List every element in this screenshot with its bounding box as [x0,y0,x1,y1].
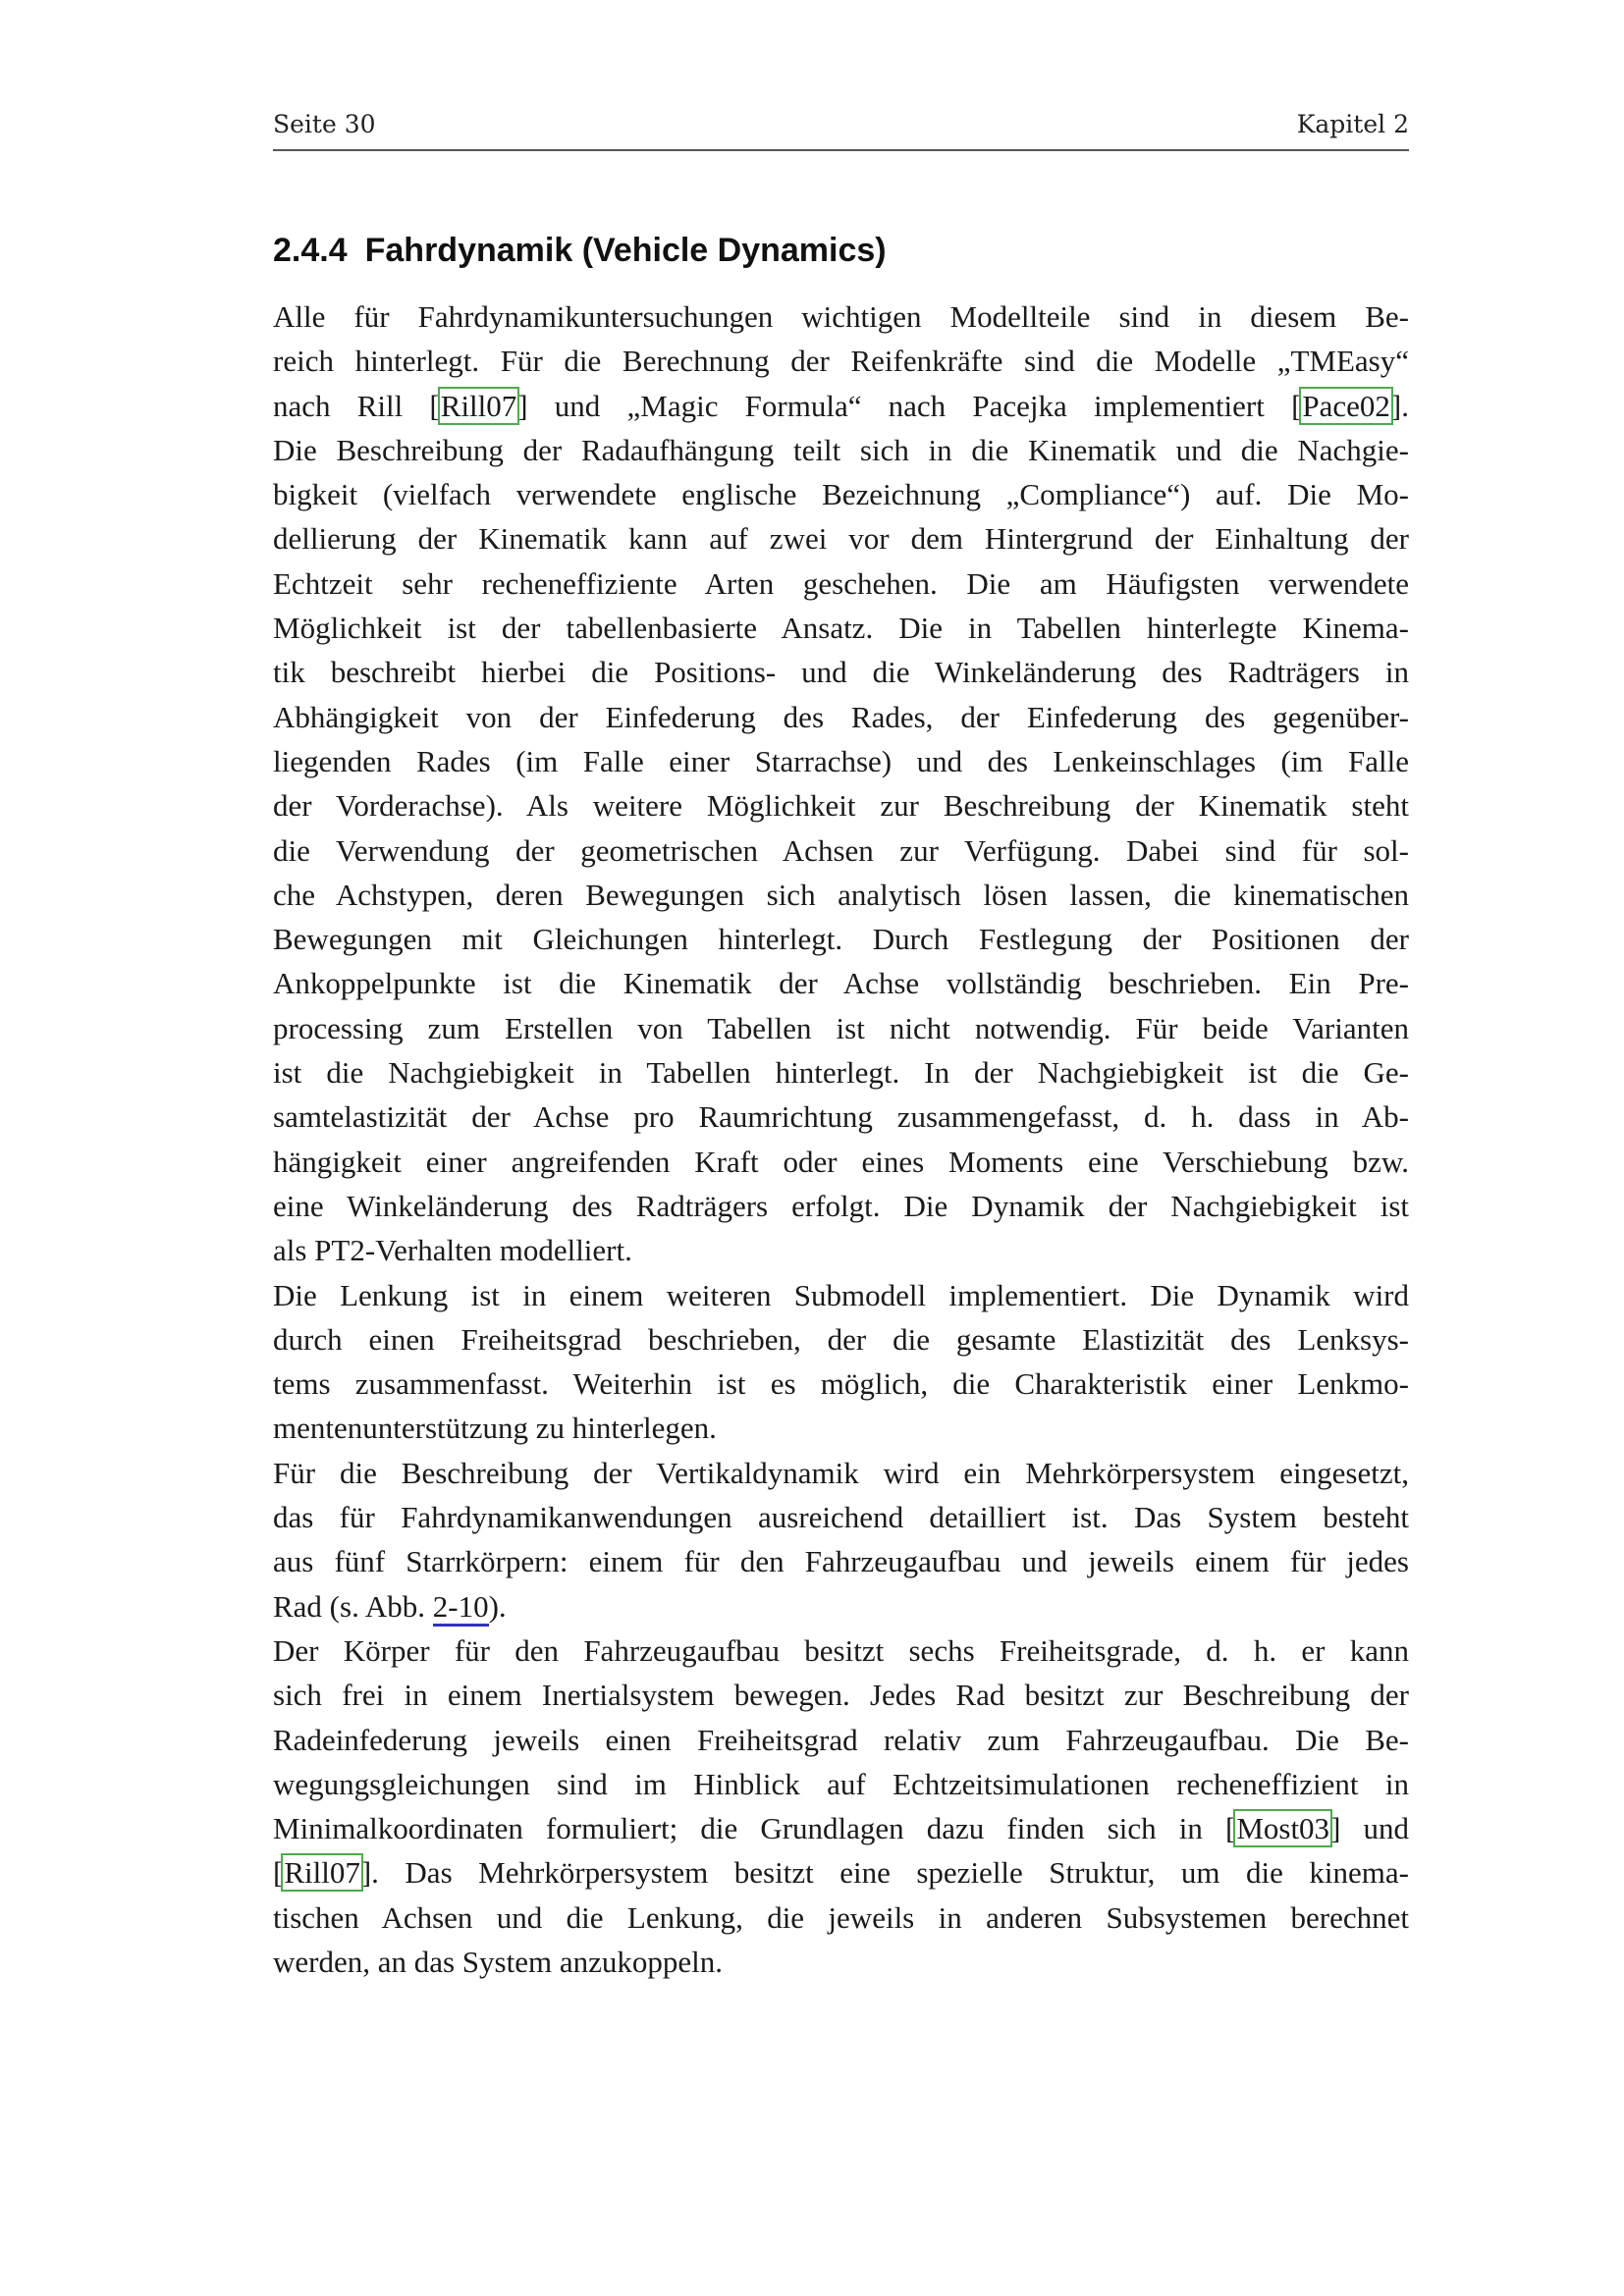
text-line: aus fünf Starrkörpern: einem für den Fahrzeugaufbau und jeweils einem für jedes [273,1544,1409,1579]
text-line: Radeinfederung jeweils einen Freiheitsgrad relativ zum Fahrzeugaufbau. Die Be- [273,1722,1409,1757]
running-header [273,110,1409,151]
section-number: 2.4.4 [273,232,348,269]
text-line: [Rill07]. Das Mehrkörpersystem besitzt eine spezielle Struktur, um die kinema- [273,1855,1409,1891]
text-line: Die Beschreibung der Radaufhängung teilt sich in die Kinematik und die Nachgie- [273,432,1409,467]
text-line: Minimalkoordinaten formuliert; die Grundlagen dazu finden sich in [Most03] und [273,1811,1409,1846]
citation-link-most03[interactable]: Most03 [1236,1811,1330,1846]
text-line: Der Körper für den Fahrzeugaufbau besitzt sechs Freiheitsgrade, d. h. er kann [273,1632,1409,1668]
page-number: Seite 30 [273,110,376,138]
body-text [273,294,1409,1984]
text-line: sich frei in einem Inertialsystem bewegen. Jedes Rad besitzt zur Beschreibung der [273,1678,1409,1713]
text-line: wegungsgleichungen sind im Hinblick auf Echtzeitsimulationen recheneffizient in [273,1766,1409,1801]
text-line: bigkeit (vielfach verwendete englische Bezeichnung „Compliance“) auf. Die Mo- [273,477,1409,512]
text-line: tik beschreibt hierbei die Positions- und die Winkeländerung des Radträgers in [273,655,1409,690]
figure-ref-link[interactable]: 2-10 [433,1589,489,1627]
text-line: der Vorderachse). Als weitere Möglichkeit zur Beschreibung der Kinematik steht [273,788,1409,824]
text-line: Ankoppelpunkte ist die Kinematik der Achse vollständig beschrieben. Ein Pre- [273,966,1409,1001]
text-line: Echtzeit sehr recheneffiziente Arten geschehen. Die am Häufigsten verwendete [273,565,1409,601]
text-line: che Achstypen, deren Bewegungen sich analytisch lösen lassen, die kinematischen [273,877,1409,912]
text-line: ist die Nachgiebigkeit in Tabellen hinterlegt. In der Nachgiebigkeit ist die Ge- [273,1055,1409,1091]
text-line: werden, an das System anzukoppeln. [273,1944,723,1979]
text-line: die Verwendung der geometrischen Achsen zur Verfügung. Dabei sind für sol- [273,832,1409,868]
text-line: Alle für Fahrdynamikuntersuchungen wichtigen Modellteile sind in diesem Be- [273,299,1409,334]
text-line: liegenden Rades (im Falle einer Starrachse) und des Lenkeinschlages (im Falle [273,743,1409,778]
section-heading [273,232,1409,270]
text-line: dellierung der Kinematik kann auf zwei vor dem Hintergrund der Einhaltung der [273,521,1409,557]
text-line: tischen Achsen und die Lenkung, die jeweils in anderen Subsystemen berechnet [273,1899,1409,1935]
text-line: Die Lenkung ist in einem weiteren Submodell implementiert. Die Dynamik wird [273,1277,1409,1312]
section-title: Fahrdynamik (Vehicle Dynamics) [364,232,887,269]
text-line: samtelastizität der Achse pro Raumrichtung zusammengefasst, d. h. dass in Ab- [273,1099,1409,1135]
citation-link-rill07[interactable]: Rill07 [440,388,517,423]
text-line: Möglichkeit ist der tabellenbasierte Ansatz. Die in Tabellen hinterlegte Kinema- [273,611,1409,646]
citation-link-rill07[interactable]: Rill07 [284,1855,360,1891]
citation-link-pace02[interactable]: Pace02 [1302,388,1390,423]
text-line: tems zusammenfasst. Weiterhin ist es möglich, die Charakteristik einer Lenkmo- [273,1366,1409,1402]
text-line: als PT2-Verhalten modelliert. [273,1233,632,1268]
text-line: Für die Beschreibung der Vertikaldynamik wird ein Mehrkörpersystem eingesetzt, [273,1455,1409,1490]
text-line: hängigkeit einer angreifenden Kraft oder eines Moments eine Verschiebung bzw. [273,1144,1409,1179]
text-line: Rad (s. Abb. 2-10). [273,1584,1409,1629]
text-line: mentenunterstützung zu hinterlegen. [273,1411,717,1446]
text-line: nach Rill [Rill07] und „Magic Formula“ nach Pacejka implementiert [Pace02]. [273,388,1409,423]
text-line: eine Winkeländerung des Radträgers erfolgt. Die Dynamik der Nachgiebigkeit ist [273,1188,1409,1223]
chapter-label: Kapitel 2 [1296,110,1409,138]
text-line: processing zum Erstellen von Tabellen ist nicht notwendig. Für beide Varianten [273,1010,1409,1045]
text-line: reich hinterlegt. Für die Berechnung der Reifenkräfte sind die Modelle „TMEasy“ [273,344,1409,379]
text-line: Bewegungen mit Gleichungen hinterlegt. Durch Festlegung der Positionen der [273,922,1409,957]
text-line: durch einen Freiheitsgrad beschrieben, der die gesamte Elastizität des Lenksys- [273,1321,1409,1357]
text-line: Abhängigkeit von der Einfederung des Rades, der Einfederung des gegenüber- [273,699,1409,734]
text-line: das für Fahrdynamikanwendungen ausreichend detailliert ist. Das System besteht [273,1500,1409,1535]
